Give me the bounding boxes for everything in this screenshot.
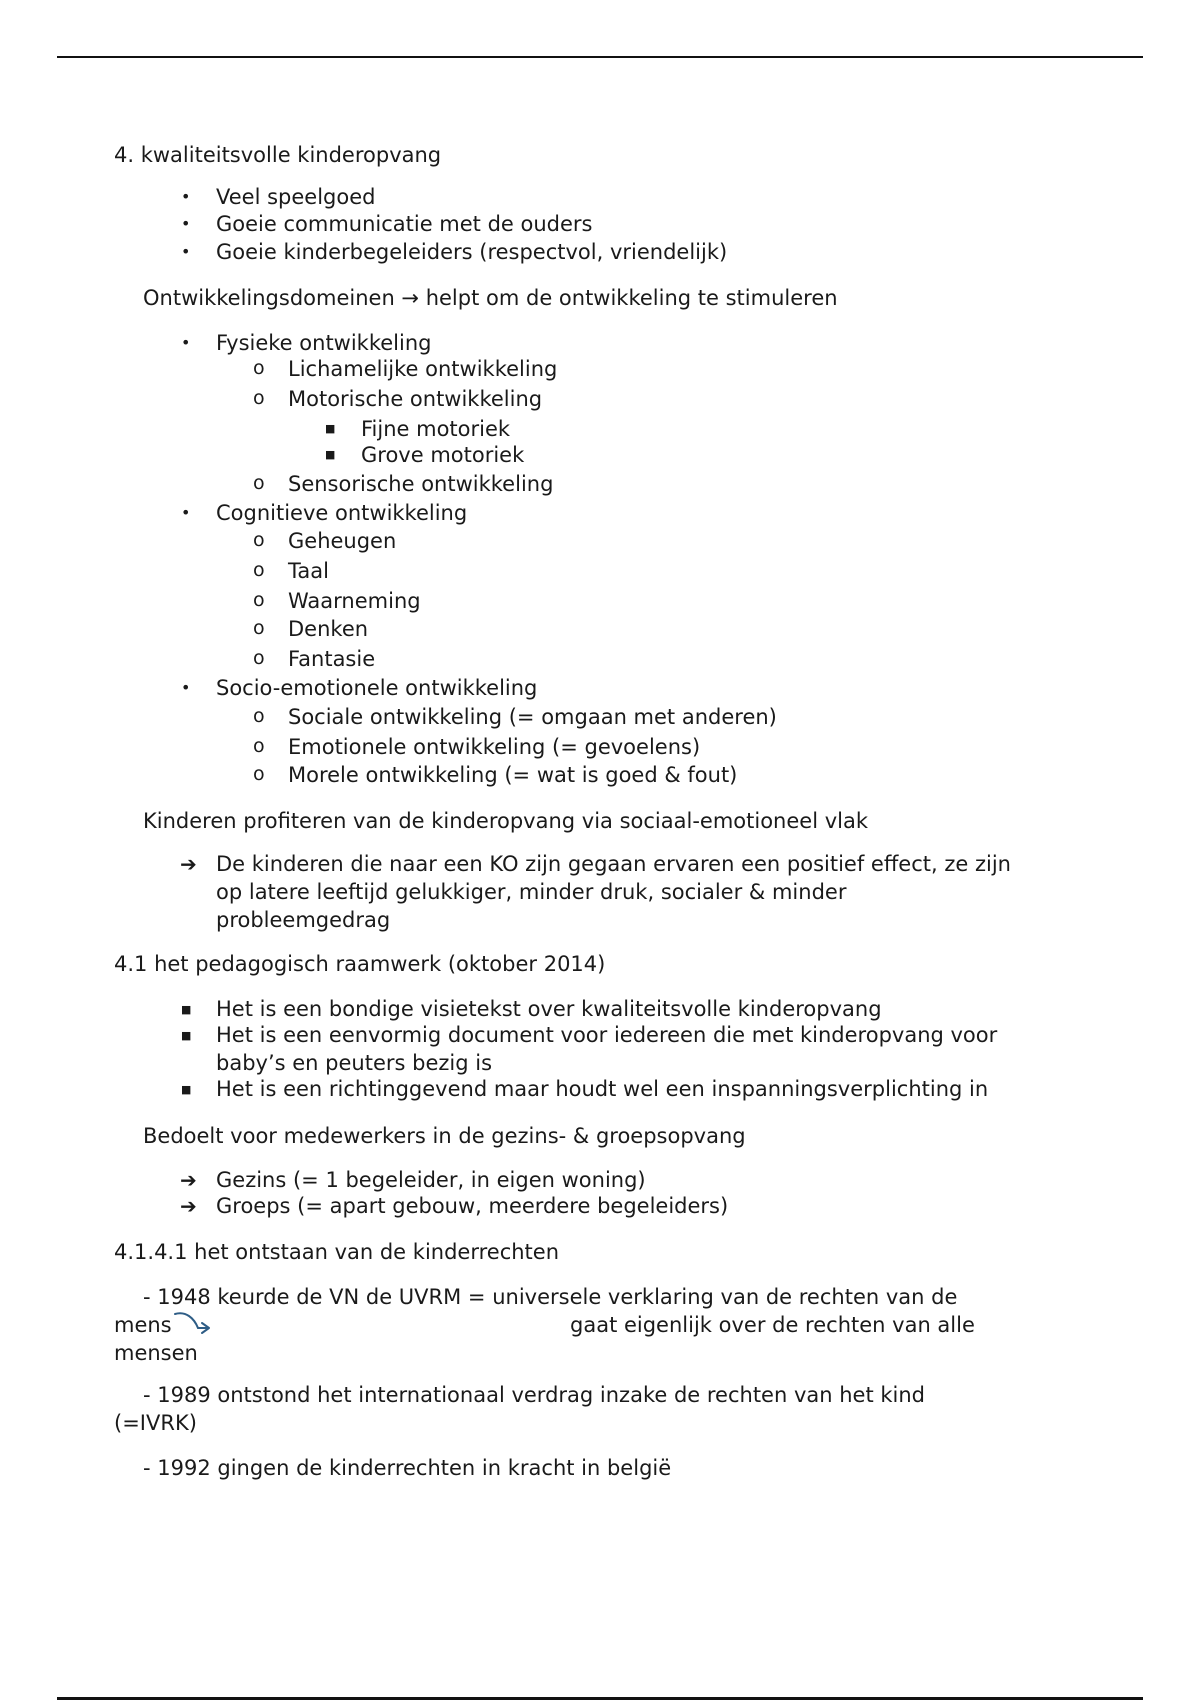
bullet-circle: o [253,472,265,494]
socio-item: Morele ontwikkeling (= wat is goed & fout) [288,763,738,787]
raamwerk-text: Het is een bondige visietekst over kwaliteitsvolle kinderopvang [216,997,882,1021]
bullet-square: ■ [181,1083,192,1096]
domain-lichamelijk: Lichamelijke ontwikkeling [288,357,558,381]
bullet-circle: o [253,617,265,639]
socio-item: Sociale ontwikkeling (= omgaan met anderen) [288,705,777,729]
bullet-circle: o [253,559,265,581]
bullet-square: ■ [181,1003,192,1016]
history-1948-mens: mens [114,1313,172,1337]
handwritten-arrow-icon [172,1310,214,1340]
history-1989-ivrk: (=IVRK) [114,1411,197,1435]
domain-sensorisch: Sensorische ontwikkeling [288,472,554,496]
history-1948-note: gaat eigenlijk over de rechten van alle [570,1313,975,1337]
domain-socio: Socio-emotionele ontwikkeling [216,676,538,700]
bullet-circle: o [253,589,265,611]
arrow-bullet: ➔ [180,1194,197,1218]
bedoeld-intro: Bedoelt voor medewerkers in de gezins- & groepsopvang [143,1124,746,1148]
domain-cognitief: Cognitieve ontwikkeling [216,501,468,525]
bullet-dot: • [181,242,191,261]
bullet-circle: o [253,735,265,757]
cognitive-item: Waarneming [288,589,421,613]
header-rule [57,56,1143,58]
bullet-dot: • [181,333,191,352]
cognitive-item: Fantasie [288,647,376,671]
bullet-circle: o [253,529,265,551]
domain-motorisch: Motorische ontwikkeling [288,387,543,411]
heading-4-1-4-1: 4.1.4.1 het ontstaan van de kinderrechten [114,1240,560,1264]
heading-4: 4. kwaliteitsvolle kinderopvang [114,143,442,167]
arrow-bullet: ➔ [180,852,197,876]
bullet-dot: • [181,503,191,522]
bullet-circle: o [253,647,265,669]
bullet-square: ■ [181,1029,192,1042]
history-1992: - 1992 gingen de kinderrechten in kracht in belgië [143,1456,672,1480]
domain-fysiek: Fysieke ontwikkeling [216,331,432,355]
bullet-circle: o [253,763,265,785]
bullet-dot: • [181,187,191,206]
arrow-bullet: ➔ [180,1168,197,1192]
raamwerk-text: baby’s en peuters bezig is [216,1051,493,1075]
profit-text: op latere leeftijd gelukkiger, minder druk, socialer & minder [216,880,847,904]
heading-4-1: 4.1 het pedagogisch raamwerk (oktober 2014) [114,952,606,976]
domain-grof: Grove motoriek [361,443,525,467]
cognitive-item: Geheugen [288,529,397,553]
profit-intro: Kinderen profiteren van de kinderopvang via sociaal-emotioneel vlak [143,809,868,833]
socio-item: Emotionele ontwikkeling (= gevoelens) [288,735,701,759]
history-1948: - 1948 keurde de VN de UVRM = universele verklaring van de rechten van de [143,1285,958,1309]
cognitive-item: Denken [288,617,369,641]
raamwerk-text: Het is een eenvormig document voor iedereen die met kinderopvang voor [216,1023,998,1047]
domain-fijn: Fijne motoriek [361,417,511,441]
bullet-square: ■ [325,422,336,435]
history-1989: - 1989 ontstond het internationaal verdrag inzake de rechten van het kind [143,1383,926,1407]
cognitive-item: Taal [288,559,329,583]
bullet-dot: • [181,678,191,697]
bullet-dot: • [181,214,191,233]
opvang-item: Gezins (= 1 begeleider, in eigen woning) [216,1168,646,1192]
bullet-circle: o [253,705,265,727]
quality-item: Goeie kinderbegeleiders (respectvol, vriendelijk) [216,240,728,264]
bullet-circle: o [253,387,265,409]
quality-item: Veel speelgoed [216,185,376,209]
profit-text: probleemgedrag [216,908,391,932]
bullet-circle: o [253,357,265,379]
quality-item: Goeie communicatie met de ouders [216,212,593,236]
bullet-square: ■ [325,448,336,461]
domains-intro: Ontwikkelingsdomeinen → helpt om de ontwikkeling te stimuleren [143,286,838,310]
history-1948-mensen: mensen [114,1341,198,1365]
opvang-item: Groeps (= apart gebouw, meerdere begeleiders) [216,1194,729,1218]
raamwerk-text: Het is een richtinggevend maar houdt wel een inspanningsverplichting in [216,1077,989,1101]
profit-text: De kinderen die naar een KO zijn gegaan ervaren een positief effect, ze zijn [216,852,1011,876]
